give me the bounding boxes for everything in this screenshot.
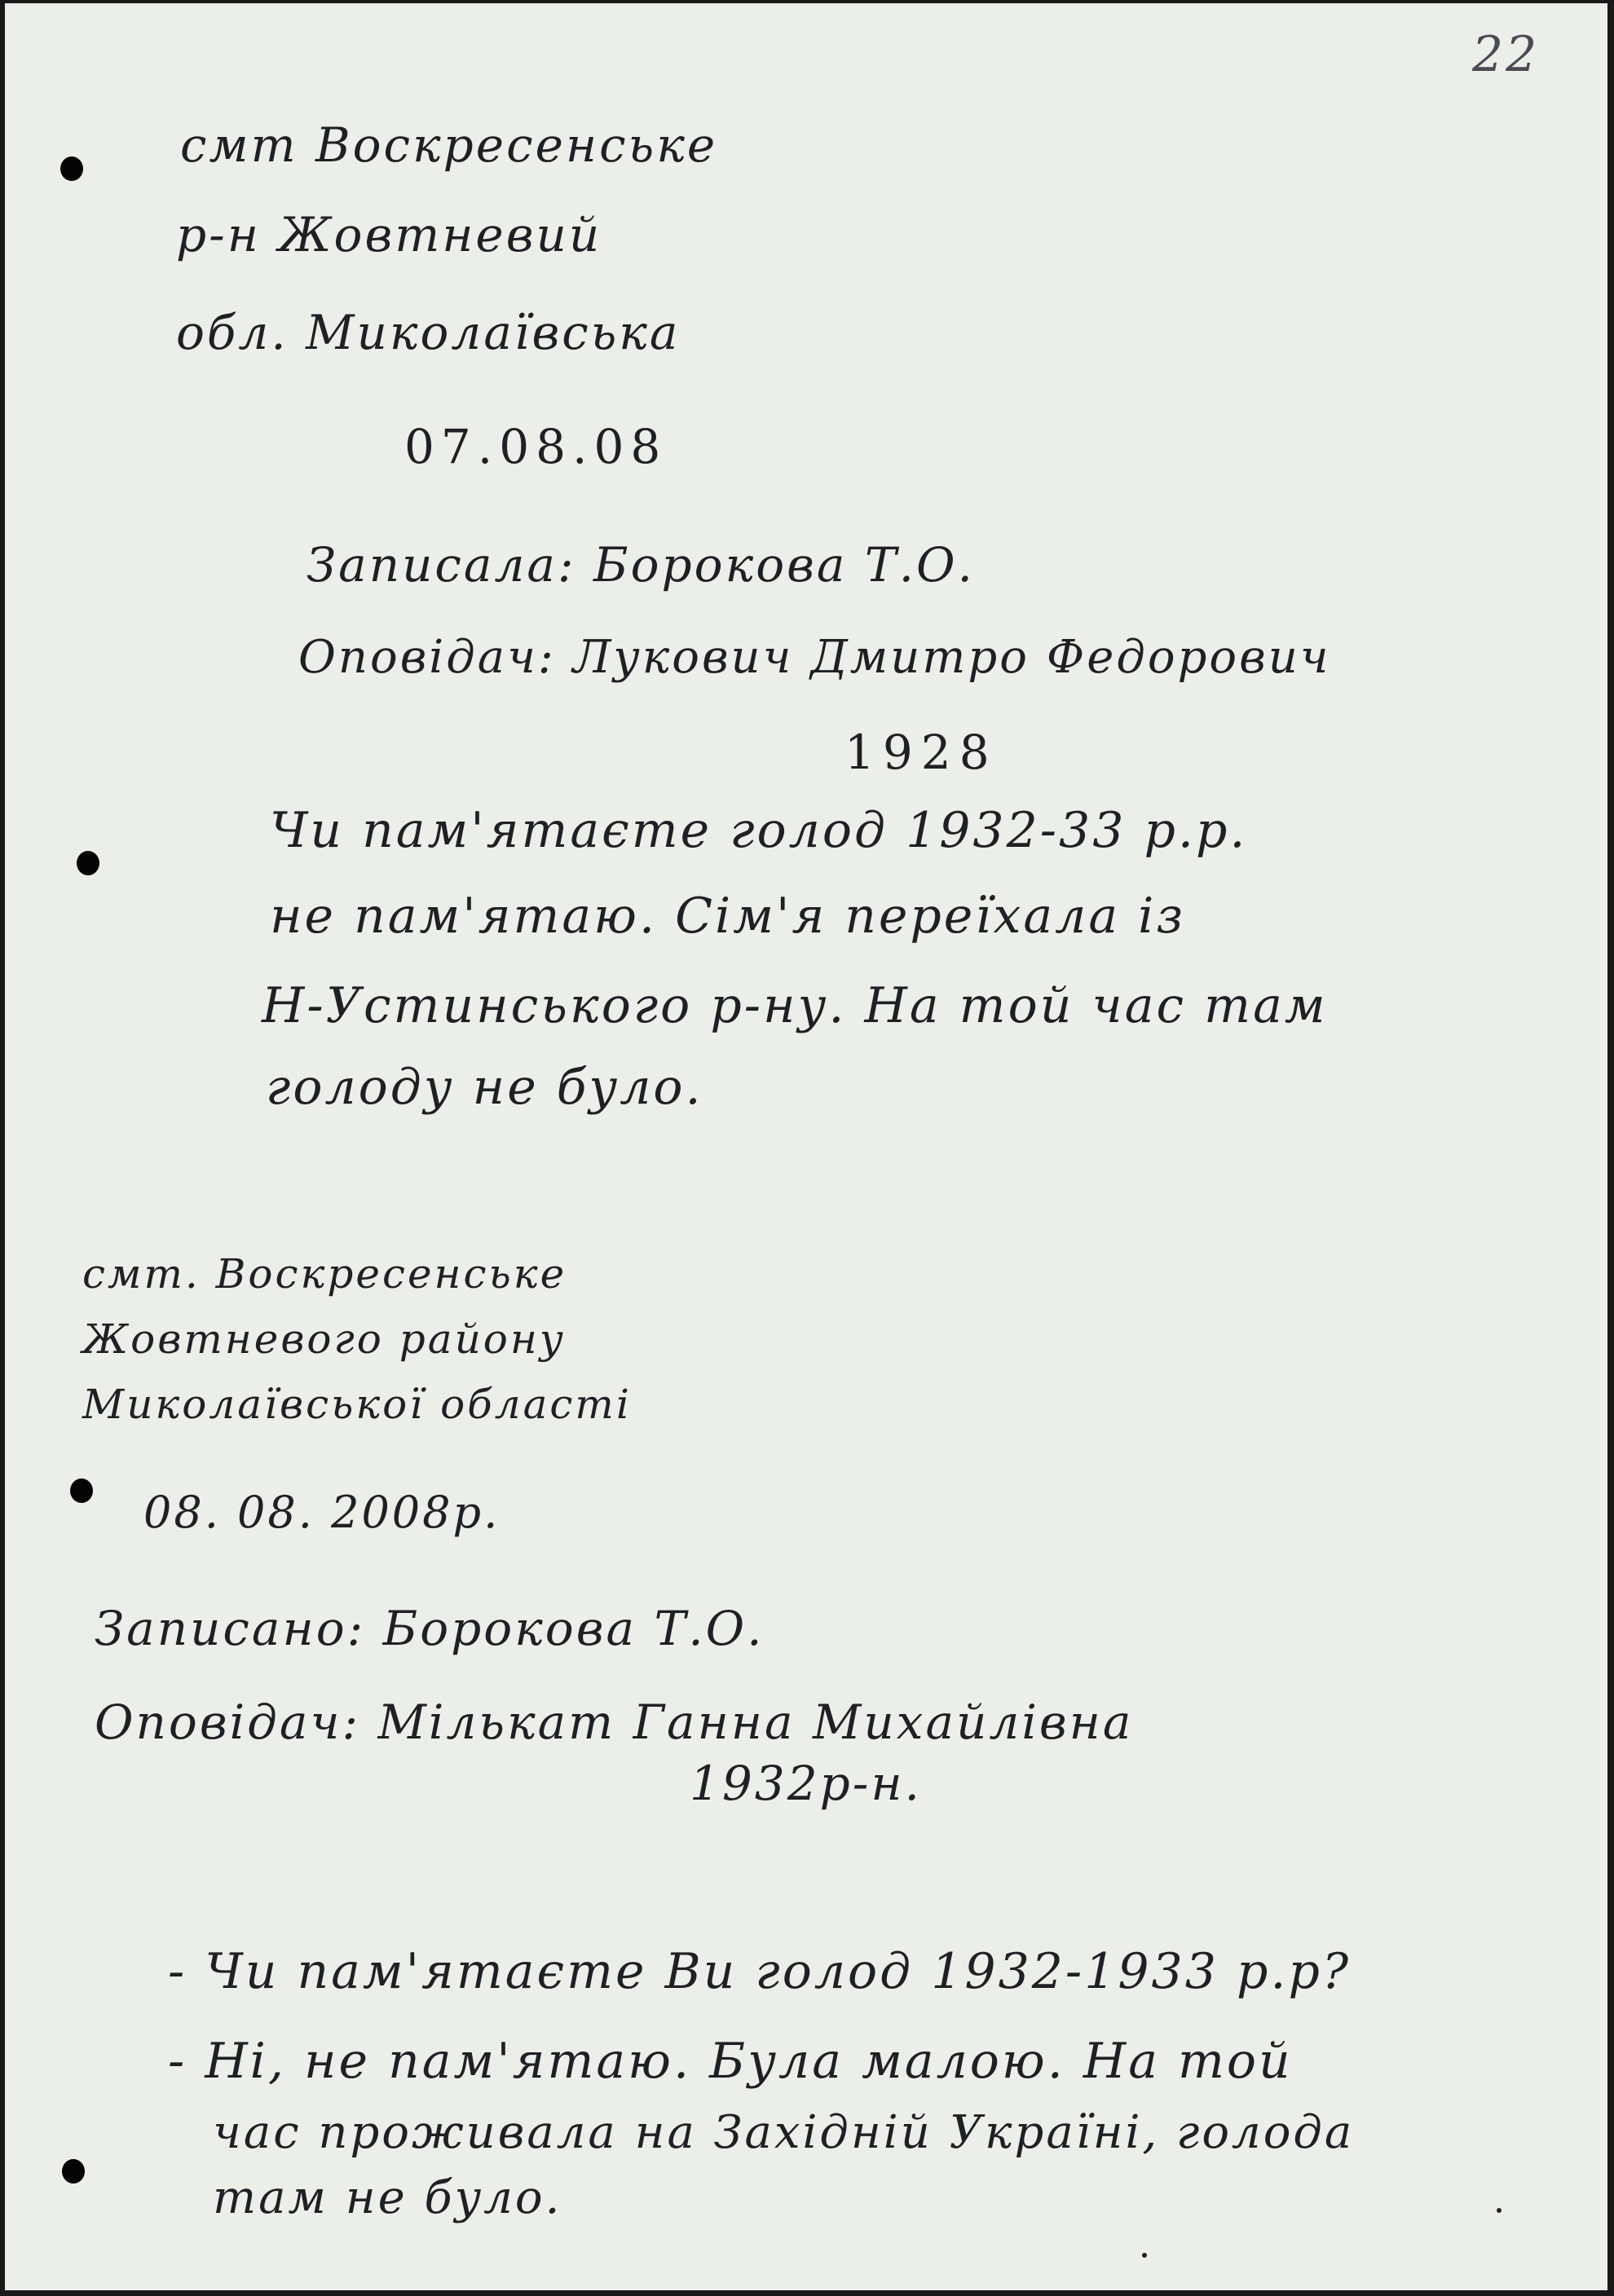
entry2-recorder: Записано: Борокова Т.О. [95, 1601, 765, 1656]
entry2-narrator: Оповідач: Мількат Ганна Михайлівна [95, 1694, 1134, 1750]
entry1-text-line-1: Чи пам'ятаєте голод 1932-33 р.р. [270, 802, 1248, 859]
entry2-text-line-4: там не було. [213, 2171, 562, 2224]
punch-hole-lower-middle [70, 1479, 93, 1503]
ink-mark [1142, 2253, 1147, 2258]
archive-page [5, 3, 1607, 2290]
entry1-recorder: Записала: Борокова Т.О. [306, 537, 975, 593]
entry1-text-line-3: Н-Устинського р-ну. На той час там [262, 977, 1328, 1034]
entry1-date: 07.08.08 [404, 419, 668, 474]
ink-mark [1497, 2208, 1502, 2213]
entry1-text-line-4: голоду не було. [266, 1059, 703, 1116]
entry2-text-line-3: час проживала на Західній Україні, голода [213, 2106, 1355, 2159]
entry2-text-line-1: - Чи пам'ятаєте Ви голод 1932-1933 р.р? [168, 1943, 1352, 2000]
punch-hole-upper-middle [77, 851, 99, 875]
punch-hole-top [60, 156, 83, 181]
entry2-place-line-3: Миколаївської області [82, 1381, 632, 1428]
entry2-date: 08. 08. 2008р. [143, 1487, 501, 1538]
entry2-birth-year: 1932р-н. [690, 1756, 922, 1811]
entry1-text-line-2: не пам'ятаю. Сім'я переїхала із [270, 888, 1186, 945]
entry2-text-line-2: - Ні, не пам'ятаю. Була малою. На той [168, 2033, 1293, 2090]
entry1-narrator: Оповідач: Лукович Дмитро Федорович [298, 631, 1331, 684]
entry2-place-line-2: Жовтневого району [82, 1315, 566, 1363]
entry1-village: смт Воскресенське [180, 117, 718, 173]
punch-hole-bottom [62, 2159, 85, 2184]
page-number: 22 [1472, 26, 1540, 83]
entry2-place-line-1: смт. Воскресенське [82, 1250, 567, 1298]
entry1-birth-year: 1928 [844, 725, 998, 780]
entry1-region: обл. Миколаївська [176, 305, 681, 360]
entry1-district: р-н Жовтневий [176, 207, 602, 262]
